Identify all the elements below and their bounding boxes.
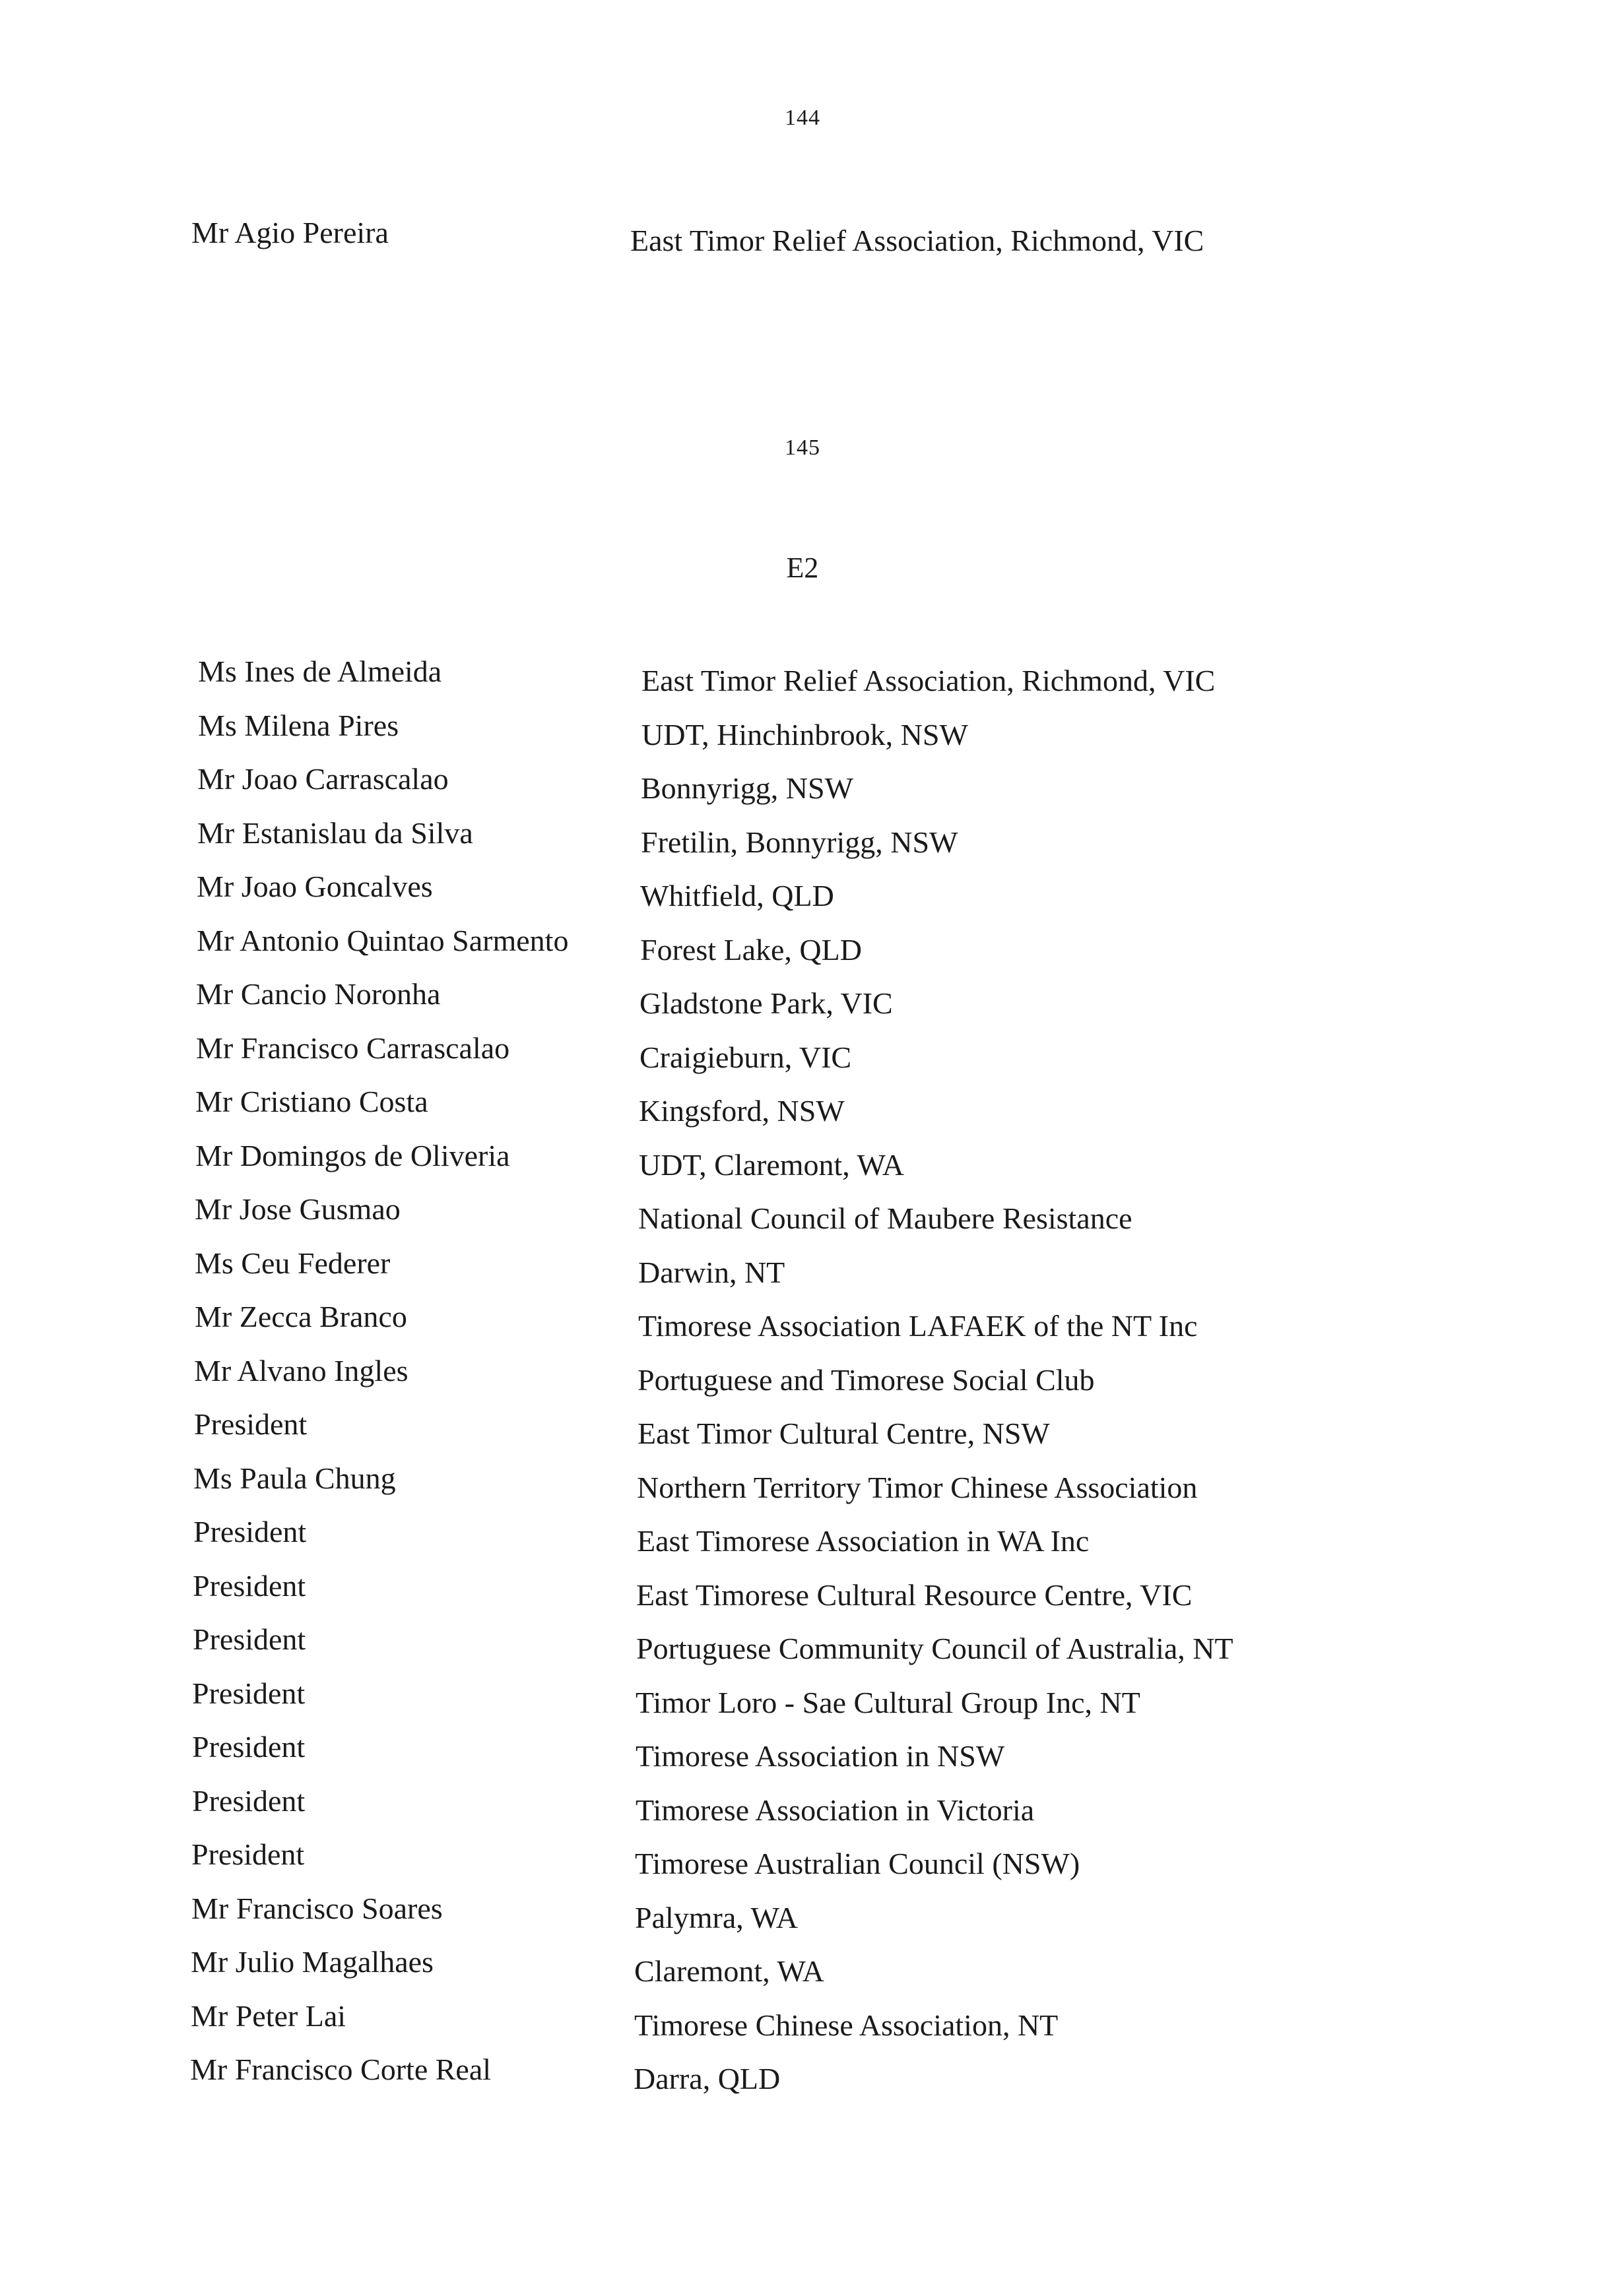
entry-name: Mr Cancio Noronha xyxy=(196,977,441,1011)
entry-name: Mr Antonio Quintao Sarmento xyxy=(197,924,569,957)
entry-name: President xyxy=(193,1569,306,1603)
section-heading: E2 xyxy=(786,552,819,584)
entry-organisation: East Timor Relief Association, Richmond, VIC xyxy=(641,664,1216,697)
entry-name: Mr Francisco Carrascalao xyxy=(196,1031,510,1065)
entry-organisation: Gladstone Park, VIC xyxy=(639,986,893,1020)
entry-name: Ms Ines de Almeida xyxy=(198,654,442,688)
entry-name: President xyxy=(192,1730,306,1764)
entry-organisation: Timorese Association in NSW xyxy=(636,1739,1005,1773)
entry-organisation: Portuguese and Timorese Social Club xyxy=(638,1363,1095,1397)
entry-organisation: National Council of Maubere Resistance xyxy=(638,1201,1132,1235)
entry-name: President xyxy=(191,1837,305,1871)
entry-organisation: Whitfield, QLD xyxy=(640,879,834,912)
entry-name: Mr Agio Pereira xyxy=(191,216,389,249)
entry-organisation: Timorese Association LAFAEK of the NT Inc xyxy=(638,1309,1198,1343)
entry-organisation: Timorese Association in Victoria xyxy=(636,1793,1035,1827)
entry-organisation: UDT, Claremont, WA xyxy=(639,1148,905,1182)
entry-organisation: Forest Lake, QLD xyxy=(640,933,862,967)
entry-name: President xyxy=(194,1407,308,1441)
entry-name: Ms Ceu Federer xyxy=(195,1246,391,1280)
entry-organisation: Bonnyrigg, NSW xyxy=(641,771,853,805)
entry-name: Mr Francisco Corte Real xyxy=(190,2053,492,2086)
entry-organisation: East Timor Cultural Centre, NSW xyxy=(638,1417,1050,1450)
page-number-145: 145 xyxy=(785,435,820,460)
entry-organisation: Fretilin, Bonnyrigg, NSW xyxy=(641,825,958,859)
entry-name: Mr Joao Carrascalao xyxy=(197,762,449,796)
entry-name: Mr Francisco Soares xyxy=(191,1892,443,1925)
entry-name: Mr Estanislau da Silva xyxy=(197,816,473,850)
entry-name: Mr Alvano Ingles xyxy=(194,1354,409,1387)
entry-name: Mr Julio Magalhaes xyxy=(191,1945,434,1979)
entry-organisation: Portuguese Community Council of Australia, NT xyxy=(636,1632,1233,1665)
entry-organisation: Timorese Chinese Association, NT xyxy=(634,2008,1059,2042)
entry-organisation: Claremont, WA xyxy=(634,1954,824,1988)
entry-name: Ms Paula Chung xyxy=(193,1461,396,1495)
entry-organisation: Northern Territory Timor Chinese Association xyxy=(637,1471,1198,1504)
entry-organisation: Palymra, WA xyxy=(635,1901,799,1934)
entry-organisation: UDT, Hinchinbrook, NSW xyxy=(641,718,968,751)
entry-organisation: Timor Loro - Sae Cultural Group Inc, NT xyxy=(636,1686,1140,1719)
entry-name: Ms Milena Pires xyxy=(198,709,399,742)
entry-name: President xyxy=(192,1676,306,1710)
entry-organisation: East Timorese Cultural Resource Centre, VIC xyxy=(636,1578,1193,1612)
entry-name: Mr Zecca Branco xyxy=(195,1300,407,1333)
entry-name: Mr Joao Goncalves xyxy=(197,870,433,903)
entry-name: President xyxy=(193,1622,306,1656)
entry-organisation: Kingsford, NSW xyxy=(639,1094,845,1128)
entry-name: Mr Domingos de Oliveria xyxy=(195,1139,510,1172)
entry-organisation: East Timorese Association in WA Inc xyxy=(637,1524,1090,1558)
entry-organisation: Craigieburn, VIC xyxy=(639,1040,852,1074)
entry-organisation: Darwin, NT xyxy=(638,1256,785,1289)
entry-name: Mr Cristiano Costa xyxy=(195,1085,428,1118)
entry-name: President xyxy=(192,1784,306,1818)
entry-name: Mr Jose Gusmao xyxy=(195,1192,401,1226)
entry-organisation: Darra, QLD xyxy=(634,2062,781,2095)
entry-name: Mr Peter Lai xyxy=(191,1999,346,2033)
entry-organisation: East Timor Relief Association, Richmond, VIC xyxy=(630,224,1204,257)
page-number-144: 144 xyxy=(785,106,820,130)
entry-name: President xyxy=(193,1515,307,1548)
entry-organisation: Timorese Australian Council (NSW) xyxy=(635,1847,1080,1880)
